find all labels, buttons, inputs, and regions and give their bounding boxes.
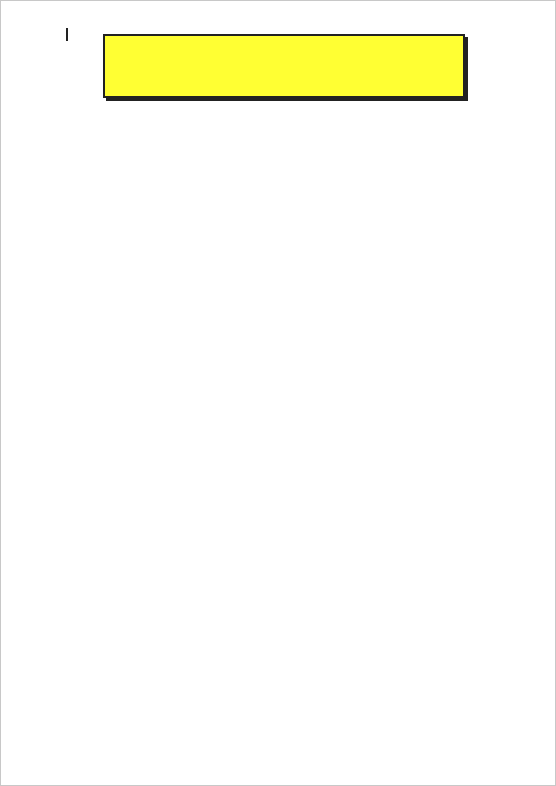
title-banner [103,34,465,98]
text-cursor [66,28,68,41]
